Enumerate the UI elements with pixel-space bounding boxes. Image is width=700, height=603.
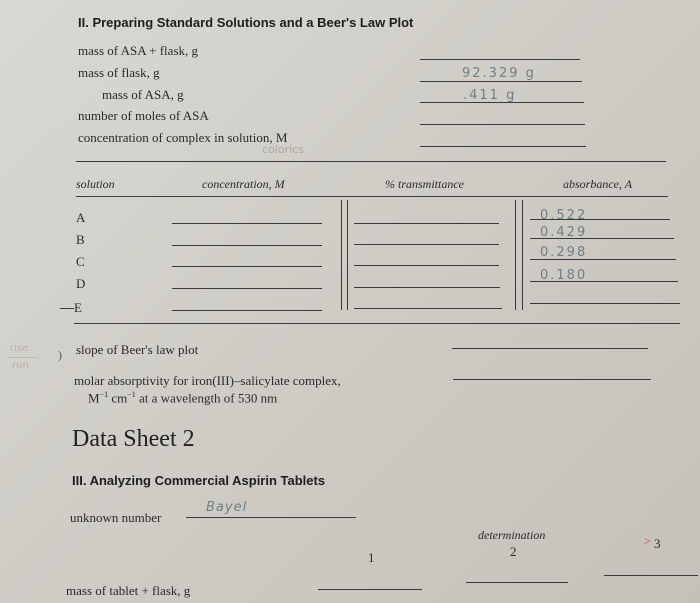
table-divider-4 [522,200,523,310]
row-e-concentration-line [172,310,322,311]
row-d-absorbance: 0.180 [540,268,588,283]
table-divider-1 [341,200,342,310]
slope-label: slope of Beer's law plot [76,342,199,357]
unknown-number-label: unknown number [70,510,162,525]
row-label-d: D [76,276,86,291]
row-c-concentration-line [172,266,322,267]
row-a-transmittance-line [354,223,499,224]
molar-unit-m: M [88,390,100,406]
field-line-moles-asa [420,124,585,125]
field-line-concentration [420,146,586,147]
slope-marker-icon: ) [58,348,62,362]
molar-line [453,379,651,380]
table-divider-2 [347,200,348,310]
pencil-mark-icon: > [644,534,651,548]
determination-col-3: 3 [654,536,661,551]
faint-note: colorics [262,143,304,156]
row-label-b: B [76,232,85,247]
section-title: II. Preparing Standard Solutions and a Beer's Law Plot [78,15,414,30]
unknown-number-value: Bayel [206,500,248,515]
determination-label: determination [478,528,546,542]
row-c-absorbance-line [530,259,676,260]
molar-unit-exp2: −1 [127,390,136,399]
row-d-transmittance-line [354,287,500,288]
mass-tablet-line-2 [466,582,568,583]
row-d-absorbance-line [530,281,678,282]
table-bottom-rule [74,323,680,324]
row-b-absorbance: 0.429 [540,225,588,240]
row-label-c: C [76,254,85,269]
row-b-absorbance-line [530,238,674,239]
row-a-absorbance-line [530,219,670,220]
field-label-moles-asa: number of moles of ASA [78,108,209,123]
row-label-a: A [76,210,86,225]
row-d-concentration-line [172,288,322,289]
row-b-concentration-line [172,245,322,246]
field-line-mass-asa-flask [420,59,580,60]
table-header-solution: solution [76,177,115,191]
molar-units [88,390,277,406]
datasheet-title: Data Sheet 2 [72,426,195,452]
row-a-absorbance: 0.522 [540,208,588,223]
row-c-absorbance: 0.298 [540,245,588,260]
pencil-run: run [12,360,29,371]
section3-title: III. Analyzing Commercial Aspirin Tablets [72,473,326,488]
mass-tablet-line-3 [604,575,698,576]
table-header-concentration: concentration, M [202,177,285,191]
molar-label: molar absorptivity for iron(III)–salicylate complex, [74,373,341,388]
slope-line [452,348,648,349]
unknown-number-line [186,517,356,518]
table-top-rule [76,161,666,162]
row-a-concentration-line [172,223,322,224]
table-header-transmittance: % transmittance [385,177,464,191]
row-label-e: E [74,300,82,315]
row-e-absorbance-line [530,303,680,304]
row-e-tick [60,308,74,309]
field-line-mass-asa [420,102,584,103]
row-e-transmittance-line [354,308,502,309]
row-c-transmittance-line [354,265,499,266]
mass-tablet-line-1 [318,589,422,590]
molar-unit-rest: at a wavelength of 530 nm [135,390,278,406]
molar-unit-exp1: −1 [99,390,109,399]
pencil-fraction-bar [8,357,38,358]
molar-unit-cm: cm [108,390,128,406]
table-header-rule [76,196,668,197]
field-value-mass-flask: 92.329 g [462,66,536,81]
field-value-mass-asa: .411 g [463,88,517,103]
field-line-mass-flask [420,81,582,82]
field-label-concentration: concentration of complex in solution, M [78,130,288,145]
field-label-mass-asa: mass of ASA, g [102,87,184,102]
row-b-transmittance-line [354,244,499,245]
determination-col-1: 1 [368,550,375,565]
table-divider-3 [515,200,516,310]
determination-col-2: 2 [510,544,517,559]
field-label-mass-flask: mass of flask, g [78,65,160,80]
mass-tablet-label: mass of tablet + flask, g [66,583,191,598]
field-label-mass-asa-flask: mass of ASA + flask, g [78,43,199,58]
pencil-rise: rise [10,343,29,354]
table-header-absorbance: absorbance, A [563,177,633,191]
